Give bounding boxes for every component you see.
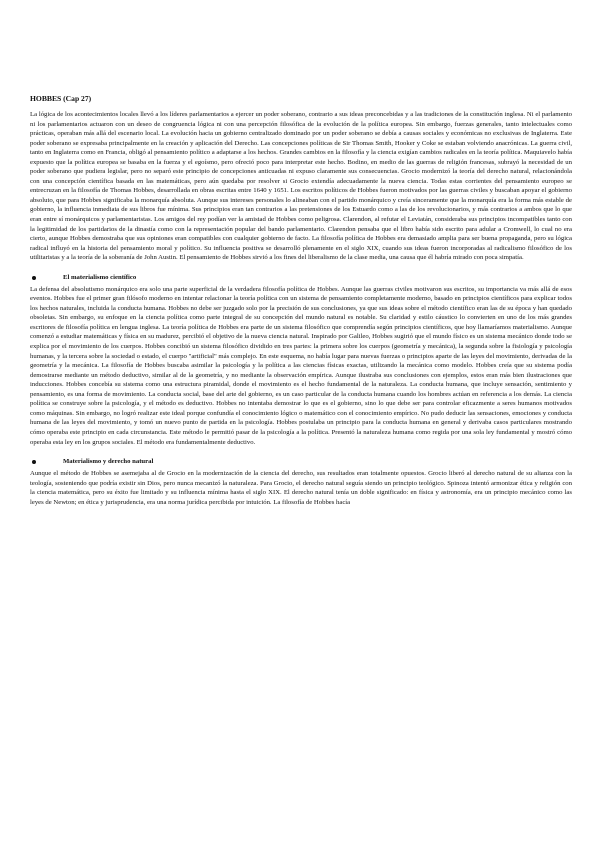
bullet-icon [32, 460, 36, 464]
section-heading-text: El materialismo científico [63, 273, 137, 281]
section-paragraph: La defensa del absolutismo monárquico era solo una parte superficial de la verdadera filosofía política de Hobbes. Aunque las guerras civiles motivaron sus escritos, su importancia va más allá de esos eventos. Hobbes fue el primer gran filósofo moderno en intentar relacionar la teoría política con un sistema de pensamiento completamente moderno, basado en principios científicos para explicar todos los hechos naturales, incluida la conducta humana. Hobbes no debe ser juzgado solo por la precisión de sus conclusiones, ya que sus ideas sobre el método científico eran las de su época y han quedado obsoletas. Sin embargo, su enfoque en la ciencia política como parte integral de su concepción del mundo natural es notable. Su claridad y estilo cáustico lo convierten en uno de los más grandes escritores de filosofía política en lengua inglesa. La teoría política de Hobbes era parte de un sistema filosófico que comprendía según principios científicos, que hoy llamaríamos materialismo. Aunque comenzó a estudiar matemáticas y física en su madurez, percibió el objetivo de la nueva ciencia natural. Inspirado por Galileo, Hobbes sugirió que el mundo físico es un sistema mecánico donde todo se explica por el movimiento de los cuerpos. Hobbes concibió un sistema filosófico dividido en tres partes: la primera sobre los cuerpos (geometría y mecánica), la segunda sobre la fisiología y psicología humanas, y la tercera sobre la sociedad o estado, el cuerpo "artificial" más complejo. En este esquema, no había lugar para nuevas fuerzas o principios aparte de las leyes del movimiento, derivadas de la geometría y la mecánica. La filosofía de Hobbes buscaba asimilar la psicología y la política a las ciencias físicas exactas, utilizando la mecánica como modelo. Hobbes creía que su sistema podía demostrarse mediante un método deductivo, similar al de la geometría, y no mediante la observación empírica. Aunque ilustraba sus conclusiones con ejemplos, estos eran más bien ilustraciones que inducciones. Hobbes concebía su sistema como una estructura piramidal, donde el movimiento es el hecho fundamental de la naturaleza. La conducta humana, que incluye sensación, sentimiento y pensamiento, es una forma de movimiento. La conducta social, base del arte del gobierno, es un caso particular de la conducta humana cuando los hombres actúan en referencia a los demás. La ciencia política se construye sobre la psicología, y el método es deductivo. Hobbes no intentaba demostrar lo que es el gobierno, sino lo que debe ser para controlar eficazmente a seres humanos motivados como máquinas. Sin embargo, no logró realizar este ideal porque confundía el conocimiento lógico o matemático con el conocimiento empírico. No pudo deducir las sensaciones, emociones y conducta humana de las leyes del movimiento, y tomó un nuevo punto de partida en la psicología. Hobbes postulaba un principio para la conducta humana en general y derivaba casos particulares mostrando cómo operaba este principio en cada circunstancia. Este método le permitió pasar de la psicología a la política. Presentó la naturaleza humana como regida por una sola ley fundamental y mostró cómo operaba esta ley en los grupos sociales. El método era fundamentalmente deductivo. [30, 285, 572, 446]
document-title: HOBBES (Cap 27) [30, 94, 92, 103]
bullet-icon [32, 276, 36, 280]
intro-paragraph: La lógica de los acontecimientos locales llevó a los líderes parlamentarios a ejercer un poder soberano, contrario a sus ideas preconcebidas y a las tradiciones de la constitución inglesa. Ni el parlamento ni los parlamentarios actuaron con un deseo de congruencia lógica ni con una percepción filosófica de la evolución de la política europea. Sin embargo, fuerzas generales, tanto intelectuales como prácticas, operaban más allá del escenario local. La evolución hacia un gobierno centralizado dominado por un poder soberano se debía a causas sociales y económicas no exclusivas de Inglaterra. Este poder soberano se expresaba principalmente en la creación y aplicación del Derecho. Las concepciones políticas de Sir Thomas Smith, Hooker y Coke se estaban volviendo anacrónicas. La guerra civil, tanto en Inglaterra como en Francia, obligó al pensamiento político a adaptarse a los hechos. Grandes cambios en la filosofía y la ciencia exigían cambios radicales en la teoría política. Maquiavelo había expuesto que la política europea se basaba en la fuerza y el egoísmo, pero ofreció poco para interpretar este hecho. Bodino, en medio de las guerras de religión francesas, subrayó la necesidad de un poder soberano que pudiera legislar, pero no separó este principio de concepciones anticuadas ni expuso claramente sus consecuencias. Grocio modernizó la teoría del derecho natural, relacionándola con una concepción científica basada en las matemáticas, pero aún quedaba por resolver si Grocio extendía adecuadamente la nueva ciencia. Todas estas corrientes del pensamiento europeo se entrecruzan en la filosofía de Thomas Hobbes, desarrollada en obras escritas entre 1640 y 1651. Los escritos políticos de Hobbes fueron motivados por las guerras civiles y buscaban apoyar el gobierno absoluto, que para Hobbes significaba la monarquía absoluta. Aunque sus intereses personales lo alineaban con el partido monárquico y creía sinceramente que la monarquía era la forma más estable de gobierno, la influencia inmediata de sus libros fue mínima. Sus principios eran tan contrarios a las pretensiones de los Estuardo como a las de los revolucionarios, y más contrarios a ambos que lo que eran entre sí monárquicos y parlamentaristas. Los amigos del rey podían ver la amistad de Hobbes como peligrosa. Clarendon, al refutar el Leviatán, consideraba sus principios incompatibles tanto con la legitimidad de los partidarios de la dinastía como con la representación popular del bando parlamentario. Clarendon pensaba que el libro había sido escrito para adular a Cromwell, lo cual no era cierto, aunque Hobbes demostraba que sus opiniones eran compatibles con cualquier gobierno de facto. La filosofía política de Hobbes era demasiado amplia para ser buena propaganda, pero su lógica radical influyó en la historia del pensamiento moral y político. Su influencia positiva se desarrolló plenamente en el siglo XIX, cuando sus ideas fueron incorporadas al radicalismo filosófico de los utilitaristas y a la teoría de la soberanía de John Austin. El pensamiento de Hobbes sirvió a los fines del liberalismo de la clase media, una causa que él habría mirado con poca simpatía. [30, 111, 572, 262]
document-body [30, 94, 572, 507]
section-materialismo-derecho-natural [30, 457, 572, 507]
section-materialismo-cientifico [30, 273, 572, 447]
section-heading [30, 457, 572, 467]
section-heading [30, 273, 572, 283]
section-heading-text: Materialismo y derecho natural [63, 458, 154, 466]
section-paragraph: Aunque el método de Hobbes se asemejaba al de Grocio en la modernización de la ciencia del derecho, sus resultados eran totalmente opuestos. Grocio liberó al derecho natural de su alianza con la teología, sosteniendo que podría existir sin Dios, pero nunca mecanizó la naturaleza. Para Grocio, el derecho natural seguía siendo un principio teológico. Spinoza intentó armonizar ética y religión con la ciencia matemática, pero su éxito fue limitado y su influencia mínima hasta el siglo XIX. El derecho natural tenía un doble significado: en física y astronomía, era un principio mecánico como las leyes de Newton; en ética y jurisprudencia, era una norma jurídica percibida por intuición. La filosofía de Hobbes hacía [30, 470, 572, 506]
